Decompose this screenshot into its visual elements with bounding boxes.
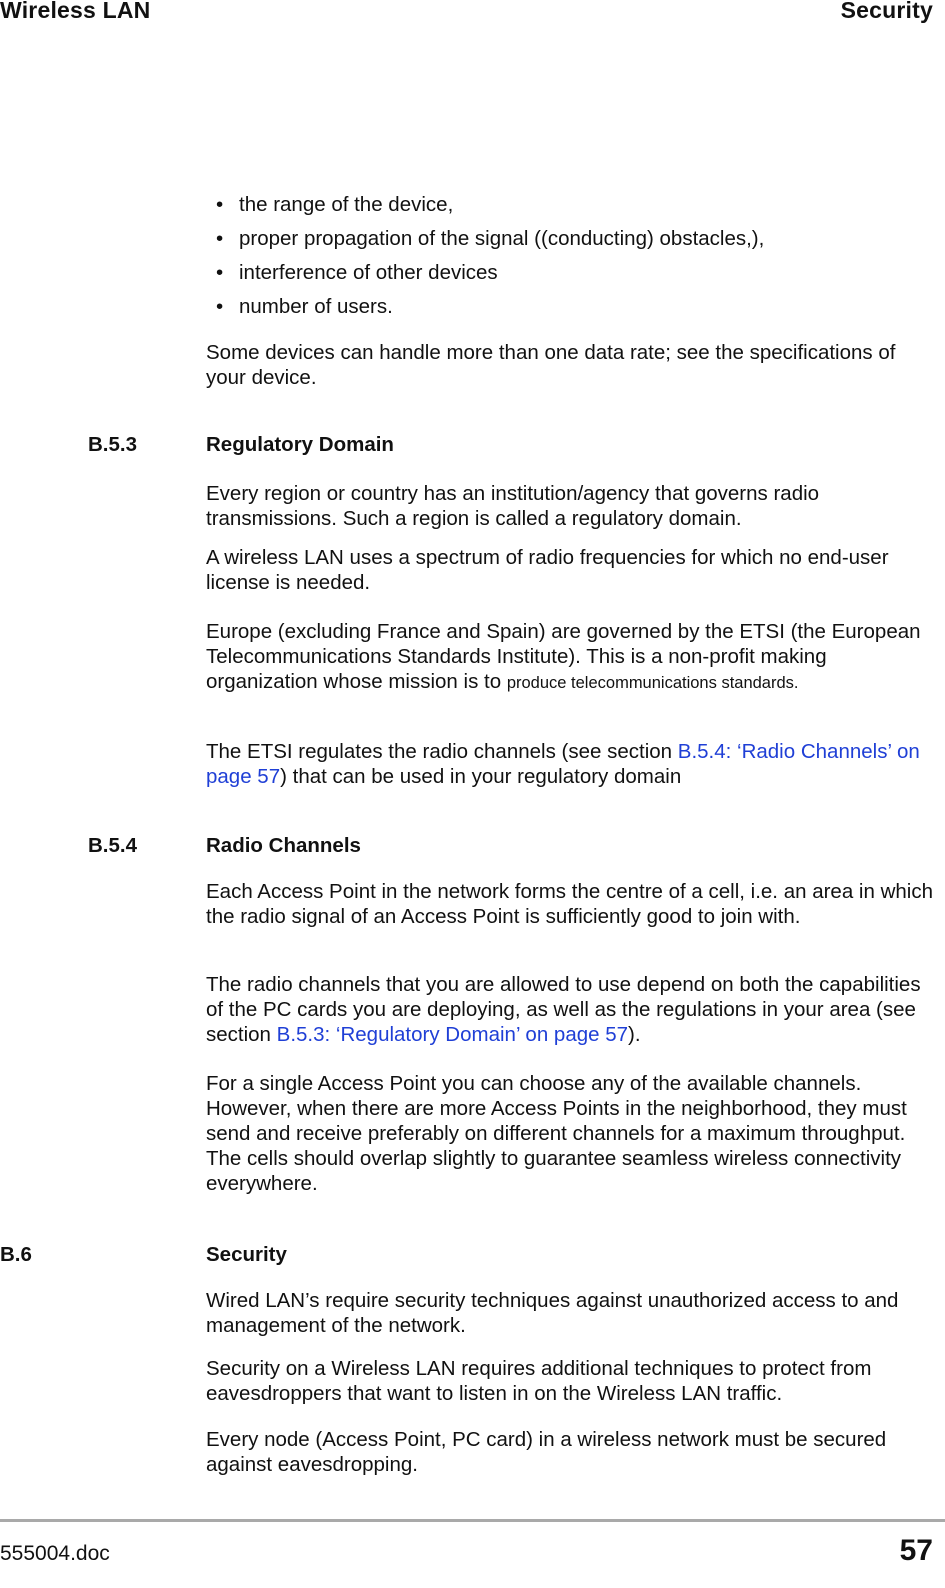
- section-title-regulatory-domain: Regulatory Domain: [206, 433, 394, 456]
- paragraph: [206, 972, 941, 1047]
- running-header-chapter: Wireless LAN: [0, 0, 151, 23]
- footer-divider: [0, 1519, 945, 1522]
- paragraph-text: ).: [628, 1023, 641, 1046]
- paragraph: [206, 619, 941, 696]
- cross-reference-link-b53[interactable]: B.5.3: ‘Regulatory Domain’ on page 57: [276, 1023, 629, 1046]
- section-title-radio-channels: Radio Channels: [206, 834, 361, 857]
- footer-document-name: 555004.doc: [0, 1542, 110, 1565]
- paragraph: Wired LAN’s require security techniques against unauthorized access to and management of the network.: [206, 1289, 899, 1337]
- paragraph: Security on a Wireless LAN requires additional techniques to protect from eavesdroppers that want to listen in on the Wireless LAN traffic.: [206, 1357, 872, 1405]
- paragraph: Every node (Access Point, PC card) in a wireless network must be secured against eavesdropping.: [206, 1428, 887, 1476]
- paragraph-text: The ETSI regulates the radio channels (see section: [206, 740, 678, 763]
- paragraph-text: Europe (excluding France and Spain) are governed by the ETSI (the European Telecommunications Standards Institute). This is a non-profit making organization whose mission is to: [206, 620, 921, 693]
- paragraph: Each Access Point in the network forms the centre of a cell, i.e. an area in which the radio signal of an Access Point is sufficiently good to join with.: [206, 880, 933, 928]
- section-number-b6: B.6: [0, 1243, 32, 1266]
- list-item: • the range of the device,: [206, 192, 941, 226]
- paragraph-text: The radio channels that you are allowed to use depend on both the capabilities of the PC cards you are deploying, as well as the regulations in your area (see section: [206, 973, 921, 1046]
- paragraph: Every region or country has an institution/agency that governs radio transmissions. Such a region is called a regulatory domain.: [206, 482, 820, 530]
- list-item: • interference of other devices: [206, 260, 941, 294]
- list-item: • number of users.: [206, 294, 941, 328]
- paragraph: A wireless LAN uses a spectrum of radio frequencies for which no end-user license is needed.: [206, 546, 889, 594]
- section-title-security: Security: [206, 1243, 287, 1266]
- paragraph: [206, 739, 941, 789]
- cross-reference-link-b54[interactable]: B.5.4: ‘Radio Channels’ on page 57: [206, 740, 920, 788]
- paragraph-text: ) that can be used in your regulatory domain: [280, 765, 682, 788]
- paragraph: For a single Access Point you can choose any of the available channels. However, when there are more Access Points in the neighborhood, they must send and receive preferably on different channels for a maximum throughput. The cells should overlap slightly to guarantee seamless wireless connectivity everywhere.: [206, 1072, 907, 1195]
- section-number-b53: B.5.3: [88, 433, 137, 456]
- paragraph-small-text: produce telecommunications standards.: [506, 674, 799, 692]
- bullet-list: [206, 192, 941, 328]
- list-item: • proper propagation of the signal ((conducting) obstacles,),: [206, 226, 941, 260]
- intro-paragraph: Some devices can handle more than one data rate; see the specifications of your device.: [206, 341, 896, 389]
- page-number: 57: [899, 1534, 933, 1567]
- section-number-b54: B.5.4: [88, 834, 137, 857]
- running-header-section: Security: [840, 0, 933, 23]
